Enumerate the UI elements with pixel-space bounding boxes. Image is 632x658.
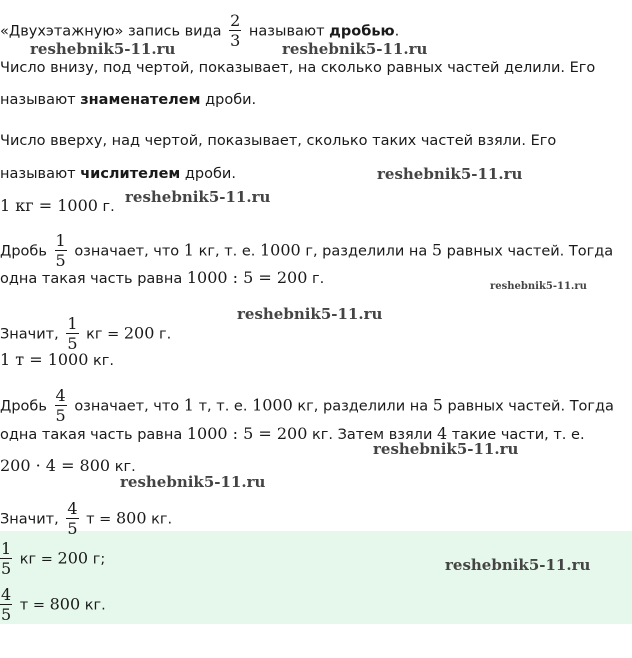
watermark: reshebnik5-11.ru bbox=[120, 473, 266, 491]
watermark: reshebnik5-11.ru bbox=[373, 440, 519, 458]
fraction: $\frac{4}{5}$ bbox=[1, 585, 12, 624]
watermark: reshebnik5-11.ru bbox=[490, 281, 587, 292]
fraction-kg-line: Дробь $\frac{1}{5}$ означает, что 1 кг, т. е. 1000 г, разделили на 5 равных частей. Тогда bbox=[0, 231, 614, 270]
t-conversion: 1 т = 1000 кг. bbox=[0, 350, 115, 369]
result-t-line: Значит, $\frac{4}{5}$ т = 800 кг. bbox=[0, 499, 173, 538]
watermark: reshebnik5-11.ru bbox=[445, 556, 591, 574]
multiplication-line: 200 · 4 = 800 кг. bbox=[0, 456, 136, 475]
fraction: $\frac{1}{5}$ bbox=[1, 539, 12, 578]
kg-conversion: 1 кг = 1000 г. bbox=[0, 196, 115, 215]
watermark: reshebnik5-11.ru bbox=[282, 40, 428, 58]
one-part-t-line: одна такая часть равна 1000 : 5 = 200 кг. Затем взяли 4 такие части, т. е. bbox=[0, 424, 585, 443]
fraction: $\frac{1}{5}$ bbox=[55, 231, 66, 270]
watermark: reshebnik5-11.ru bbox=[377, 165, 523, 183]
fraction: $\frac{4}{5}$ bbox=[67, 499, 78, 538]
denominator-term-line: называют знаменателем дроби. bbox=[0, 92, 257, 108]
one-part-kg-line: одна такая часть равна 1000 : 5 = 200 г. bbox=[0, 268, 325, 287]
watermark: reshebnik5-11.ru bbox=[30, 40, 176, 58]
watermark: reshebnik5-11.ru bbox=[237, 305, 383, 323]
numerator-explanation: Число вверху, над чертой, показывает, сколько таких частей взяли. Его bbox=[0, 133, 557, 149]
fraction: $\frac{1}{5}$ bbox=[67, 314, 78, 353]
numerator-term-line: называют числителем дроби. bbox=[0, 166, 236, 182]
answer-kg-line: $\frac{1}{5}$ кг = 200 г; bbox=[1, 539, 106, 578]
fraction: $\frac{4}{5}$ bbox=[55, 386, 66, 425]
fraction-t-line: Дробь $\frac{4}{5}$ означает, что 1 т, т. е. 1000 кг, разделили на 5 равных частей. Тогда bbox=[0, 386, 614, 425]
result-kg-line: Значит, $\frac{1}{5}$ кг = 200 г. bbox=[0, 314, 172, 353]
answer-t-line: $\frac{4}{5}$ т = 800 кг. bbox=[1, 585, 106, 624]
denominator-explanation: Число внизу, под чертой, показывает, на сколько равных частей делили. Его bbox=[0, 60, 596, 76]
fraction: $\frac{2}{3}$ bbox=[230, 11, 241, 50]
definition-line: «Двухэтажную» запись вида $\frac{2}{3}$ называют дробью. bbox=[0, 11, 400, 50]
watermark: reshebnik5-11.ru bbox=[125, 188, 271, 206]
